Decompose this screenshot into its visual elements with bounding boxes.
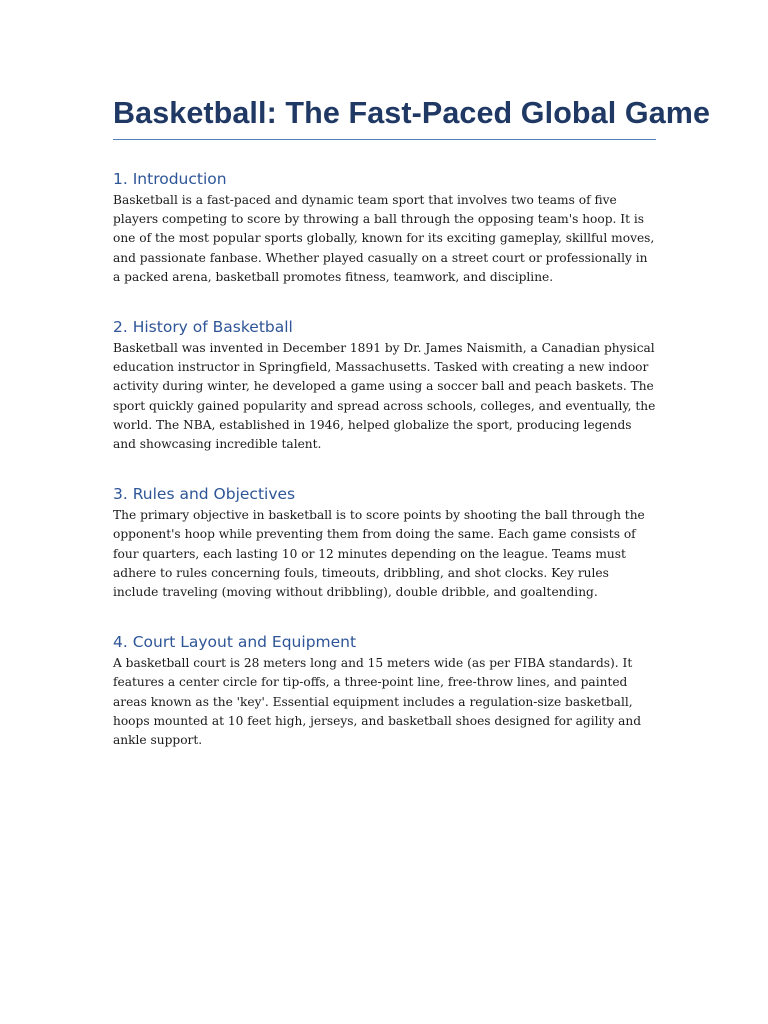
section-heading-introduction: 1. Introduction (113, 170, 227, 188)
section-body-introduction: Basketball is a fast-paced and dynamic team sport that involves two teams of five players competing to score by throwing a ball through the opposing team's hoop. It is one of the most popular sports globally, known for its exciting gameplay, skillful moves, and passionate fanbase. Whether played casually on a street court or professionally in a packed arena, basketball promotes fitness, teamwork, and discipline. (113, 193, 655, 284)
section-body-rules: The primary objective in basketball is to score points by shooting the ball through the opponent's hoop while preventing them from doing the same. Each game consists of four quarters, each lasting 10 or 12 minutes depending on the league. Teams must adhere to rules concerning fouls, timeouts, dribbling, and shot clocks. Key rules include traveling (moving without dribbling), double dribble, and goaltending. (113, 508, 645, 600)
section-rules (113, 484, 656, 602)
section-court-layout (113, 632, 656, 750)
section-heading-history: 2. History of Basketball (113, 318, 293, 337)
section-body-history: Basketball was invented in December 1891 by Dr. James Naismith, a Canadian physical education instructor in Springfield, Massachusetts. Tasked with creating a new indoor activity during winter, he developed a game using a soccer ball and peach baskets. The sport quickly gained popularity and spread across schools, colleges, and eventually, the world. The NBA, established in 1946, helped globalize the sport, producing legends and showcasing incredible talent. (113, 341, 656, 452)
document-title: Basketball: The Fast-Paced Global Game (113, 94, 656, 140)
section-history (113, 317, 656, 454)
section-introduction (113, 169, 656, 287)
document-content (113, 94, 711, 750)
section-heading-court-layout: 4. Court Layout and Equipment (113, 633, 357, 652)
section-heading-rules: 3. Rules and Objectives (113, 485, 296, 504)
section-body-court-layout: A basketball court is 28 meters long and 15 meters wide (as per FIBA standards). It features a center circle for tip-offs, a three-point line, free-throw lines, and painted areas known as the 'key'. Essential equipment includes a regulation-size basketball, hoops mounted at 10 feet high, jerseys, and basketball shoes designed for agility and ankle support. (113, 656, 641, 748)
